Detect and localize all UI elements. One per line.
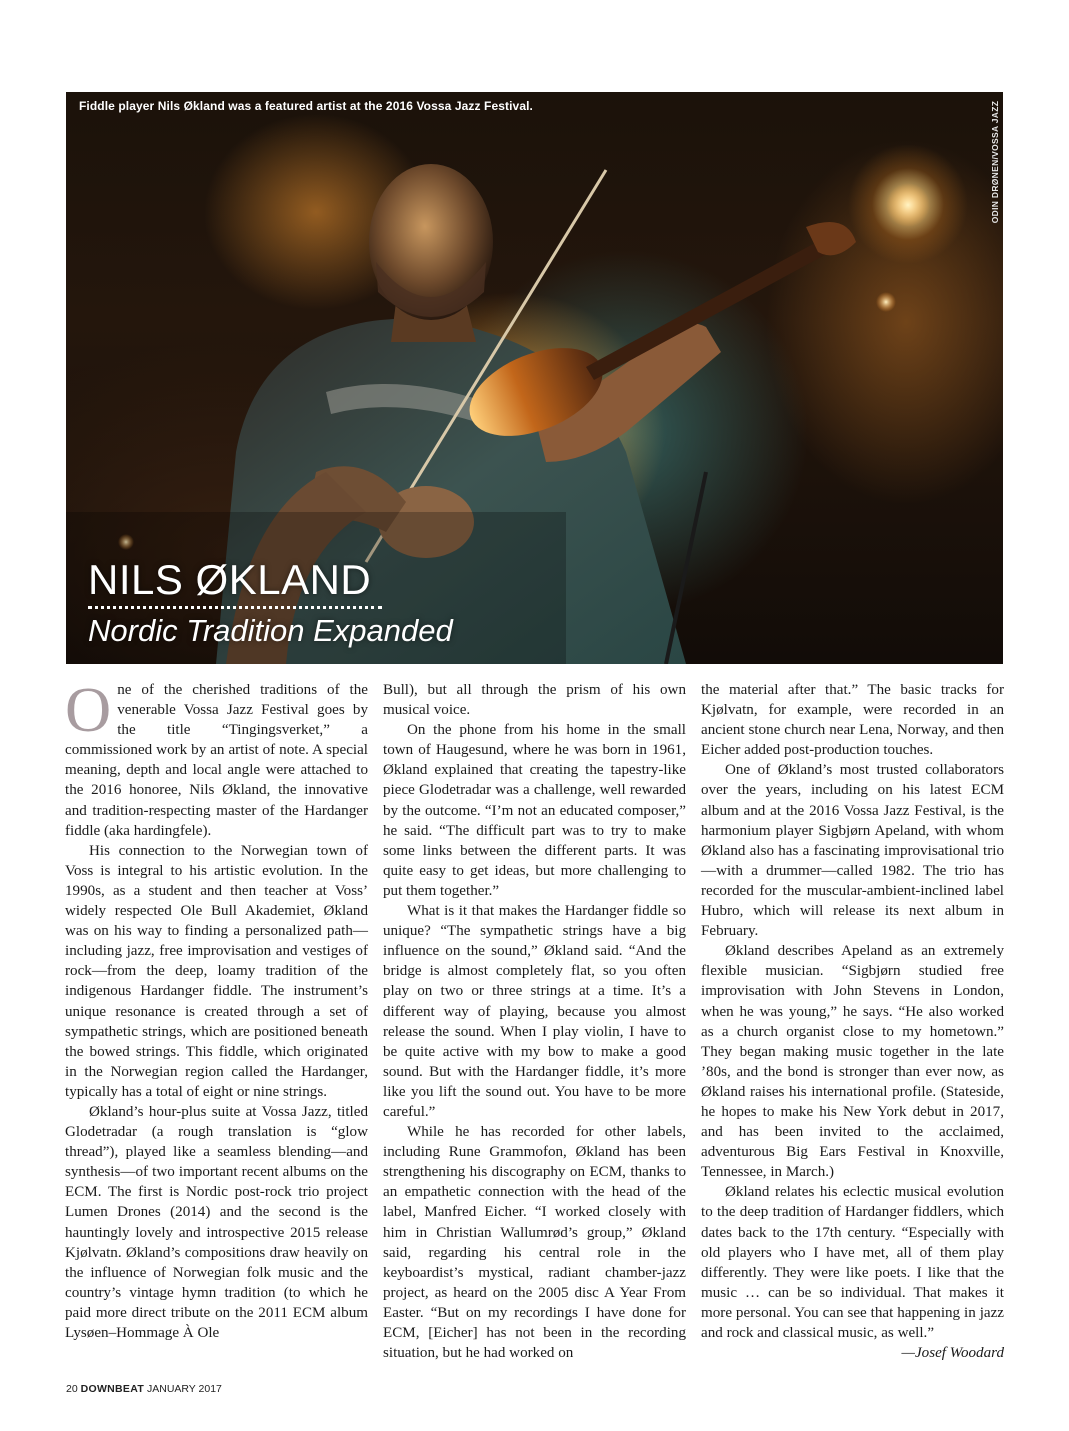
paragraph: What is it that makes the Hardanger fiddle so unique? “The sympathetic strings have a big influence on the sound,” Økland said. “And the bridge is almost completely flat, so you often play on two or three strings at a time. It’s a different way of playing, because you almost release the sound. When I play violin, I have to be quite active with my bow to make a good sound. But with the Hardanger fiddle, it’s more like you lift the sound out. You have to be more careful.” [383, 903, 686, 1120]
article-subhead: Nordic Tradition Expanded [88, 613, 453, 648]
byline: —Josef Woodard [901, 1345, 1004, 1362]
article-column-3 [701, 680, 1004, 1363]
paragraph: Økland’s hour-plus suite at Vossa Jazz, titled Glodetradar (a rough translation is “glow thread”), played like a seamless blending—and synthesis—of two important recent albums on the ECM. The first is Nordic post-rock trio project Lumen Drones (2014) and the second is the hauntingly lovely and introspective 2015 release Kjølvatn. Økland’s compositions draw heavily on the influence of Norwegian folk music and the country’s vintage hymn tradition (to which he paid more direct tribute on the 2011 ECM album Lysøen–Hommage À Ole [65, 1103, 368, 1341]
paragraph: the material after that.” The basic tracks for Kjølvatn, for example, were recorded in an ancient stone church near Lena, Norway, and then Eicher added post-production touches. [701, 682, 1004, 759]
paragraph: On the phone from his home in the small town of Haugesund, where he was born in 1961, Økland explained that creating the tapestry-like piece Glodetradar was a challenge, well rewarded by the outcome. “I’m not an educated composer,” he said. “The difficult part was to try to make some links between the different parts. It was quite easy to get ideas, but more challenging to put them together.” [383, 722, 686, 899]
paragraph-text: ne of the cherished traditions of the venerable Vossa Jazz Festival goes by the title “Tingingsverket,” a commissioned work by an artist of note. A special meaning, depth and local angle were attached to the 2016 honoree, Nils Økland, the innovative and tradition-respecting master of the Hardanger fiddle (aka hardingfele). [65, 682, 368, 839]
paragraph: Økland describes Apeland as an extremely flexible musician. “Sigbjørn studied free improvisation with John Stevens in London, when he was young,” he says. “He also worked as a church organist close to my hometown.” They began making music together in the late ’80s, and the bond is stronger than ever now, as Økland raises his international profile. (Stateside, he hopes to make his New York debut in 2017, and has been invited to the acclaimed, adventurous Big Ears Festival in Knoxville, Tennessee, in March.) [701, 943, 1004, 1181]
paragraph: His connection to the Norwegian town of Voss is integral to his artistic evolution. In the 1990s, as a student and then teacher at Voss’ widely respected Ole Bull Akademiet, Økland was on his way to finding a personalized path—including jazz, free improvisation and vestiges of rock—from the deep, loamy tradition of the indigenous Hardanger fiddle. The instrument’s unique resonance is created through a set of sympathetic strings, which are positioned beneath the bowed strings. This fiddle, which originated in the Norwegian region called the Hardanger, typically has a total of eight or nine strings. [65, 842, 368, 1100]
article-column-1 [65, 674, 368, 1343]
drop-cap: O [65, 674, 112, 745]
issue-date: JANUARY 2017 [146, 1383, 222, 1395]
photo-credit-text: ODIN DRØNEN/VOSSA JAZZ [990, 100, 1000, 224]
photo-credit [988, 102, 1002, 222]
paragraph [701, 1182, 1004, 1362]
paragraph: While he has recorded for other labels, including Rune Grammofon, Økland has been strengthening his discography on ECM, thanks to an empathetic connection with the head of the label, Manfred Eicher. “I worked closely with him in Christian Wallumrød’s group,” Økland said, regarding his central role in the keyboardist’s mystical, radiant chamber-jazz project, as heard on the 2005 disc A Year From Easter. “But on my recordings I have done for ECM, [Eicher] has not been in the recording situation, but he had worked on [383, 1124, 686, 1362]
paragraph-text: Økland relates his eclectic musical evolution to the deep tradition of Hardanger fiddlers, which dates back to the 17th century. “Especially with old players who I have met, all of them play differently. They were like poets. I like that the music … can be so individual. That makes it more personal. You can see that happening in jazz and rock and classical music, as well.” [701, 1184, 1004, 1341]
page-footer [66, 1383, 222, 1395]
article-column-2 [383, 680, 686, 1363]
page-number: 20 [66, 1383, 78, 1395]
photo-caption: Fiddle player Nils Økland was a featured artist at the 2016 Vossa Jazz Festival. [79, 99, 533, 113]
magazine-name: DOWNBEAT [80, 1383, 145, 1395]
dotted-rule [88, 606, 382, 609]
article-headline: NILS ØKLAND [88, 556, 372, 603]
paragraph: One of Økland’s most trusted collaborators over the years, including on his latest ECM album and at the 2016 Vossa Jazz Festival, is the harmonium player Sigbjørn Apeland, with whom Økland also has a fascinating improvisational trio—with a drummer—called 1982. The trio has recorded for the muscular-ambient-inclined label Hubro, which will release its next album in February. [701, 762, 1004, 940]
paragraph: Bull), but all through the prism of his own musical voice. [383, 682, 686, 719]
hero-photo [66, 92, 1003, 664]
paragraph [65, 674, 368, 841]
